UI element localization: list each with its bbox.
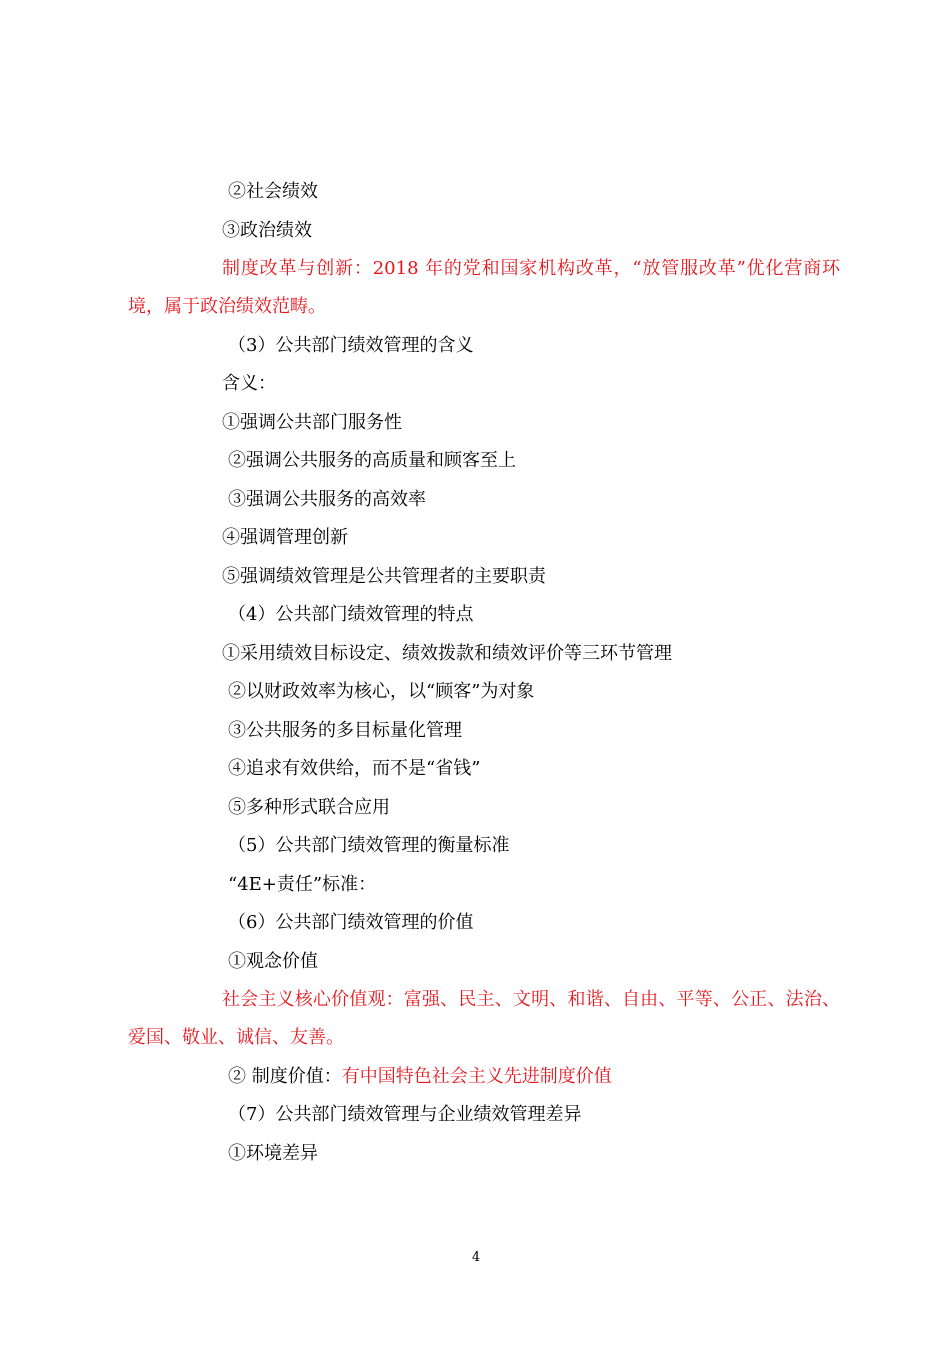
meaning-item-5: ⑤强调绩效管理是公共管理者的主要职责 — [222, 566, 546, 587]
value-item-1: ①观念价值 — [228, 951, 318, 972]
feature-item-4: ④追求有效供给，而不是“省钱” — [228, 758, 481, 779]
meaning-item-3: ③强调公共服务的高效率 — [228, 489, 426, 510]
note-core-values: 社会主义核心价值观：富强、民主、文明、和谐、自由、平等、公正、法治、爱国、敬业、诚信、友善。 — [128, 989, 840, 1048]
difference-item-1: ①环境差异 — [228, 1143, 318, 1164]
value-item-2 — [228, 1065, 612, 1089]
feature-item-3: ③公共服务的多目标量化管理 — [228, 720, 462, 741]
heading-features: （4）公共部门绩效管理的特点 — [228, 604, 474, 625]
value-item-2-prefix: ② 制度价值： — [228, 1066, 342, 1087]
feature-item-5: ⑤多种形式联合应用 — [228, 797, 390, 818]
meaning-item-2: ②强调公共服务的高质量和顾客至上 — [228, 450, 516, 471]
value-item-2-highlight: 有中国特色社会主义先进制度价值 — [341, 1066, 612, 1087]
heading-value: （6）公共部门绩效管理的价值 — [228, 912, 474, 933]
heading-meaning: （3）公共部门绩效管理的含义 — [228, 335, 474, 356]
feature-item-2: ②以财政效率为核心，以“顾客”为对象 — [228, 681, 535, 702]
page-number: 4 — [471, 1250, 481, 1265]
note-institutional-reform: 制度改革与创新：2018 年的党和国家机构改革，“放管服改革”优化营商环境，属于政治绩效范畴。 — [128, 258, 840, 317]
meaning-item-1: ①强调公共部门服务性 — [222, 412, 402, 433]
item-social-performance: ②社会绩效 — [228, 181, 318, 202]
heading-standards: （5）公共部门绩效管理的衡量标准 — [228, 835, 510, 856]
standard-4e: “4E+责任”标准： — [228, 874, 377, 895]
label-meaning: 含义： — [222, 373, 276, 394]
meaning-item-4: ④强调管理创新 — [222, 527, 348, 548]
item-political-performance: ③政治绩效 — [222, 220, 312, 241]
heading-differences: （7）公共部门绩效管理与企业绩效管理差异 — [228, 1104, 582, 1125]
feature-item-1: ①采用绩效目标设定、绩效拨款和绩效评价等三环节管理 — [222, 643, 672, 664]
